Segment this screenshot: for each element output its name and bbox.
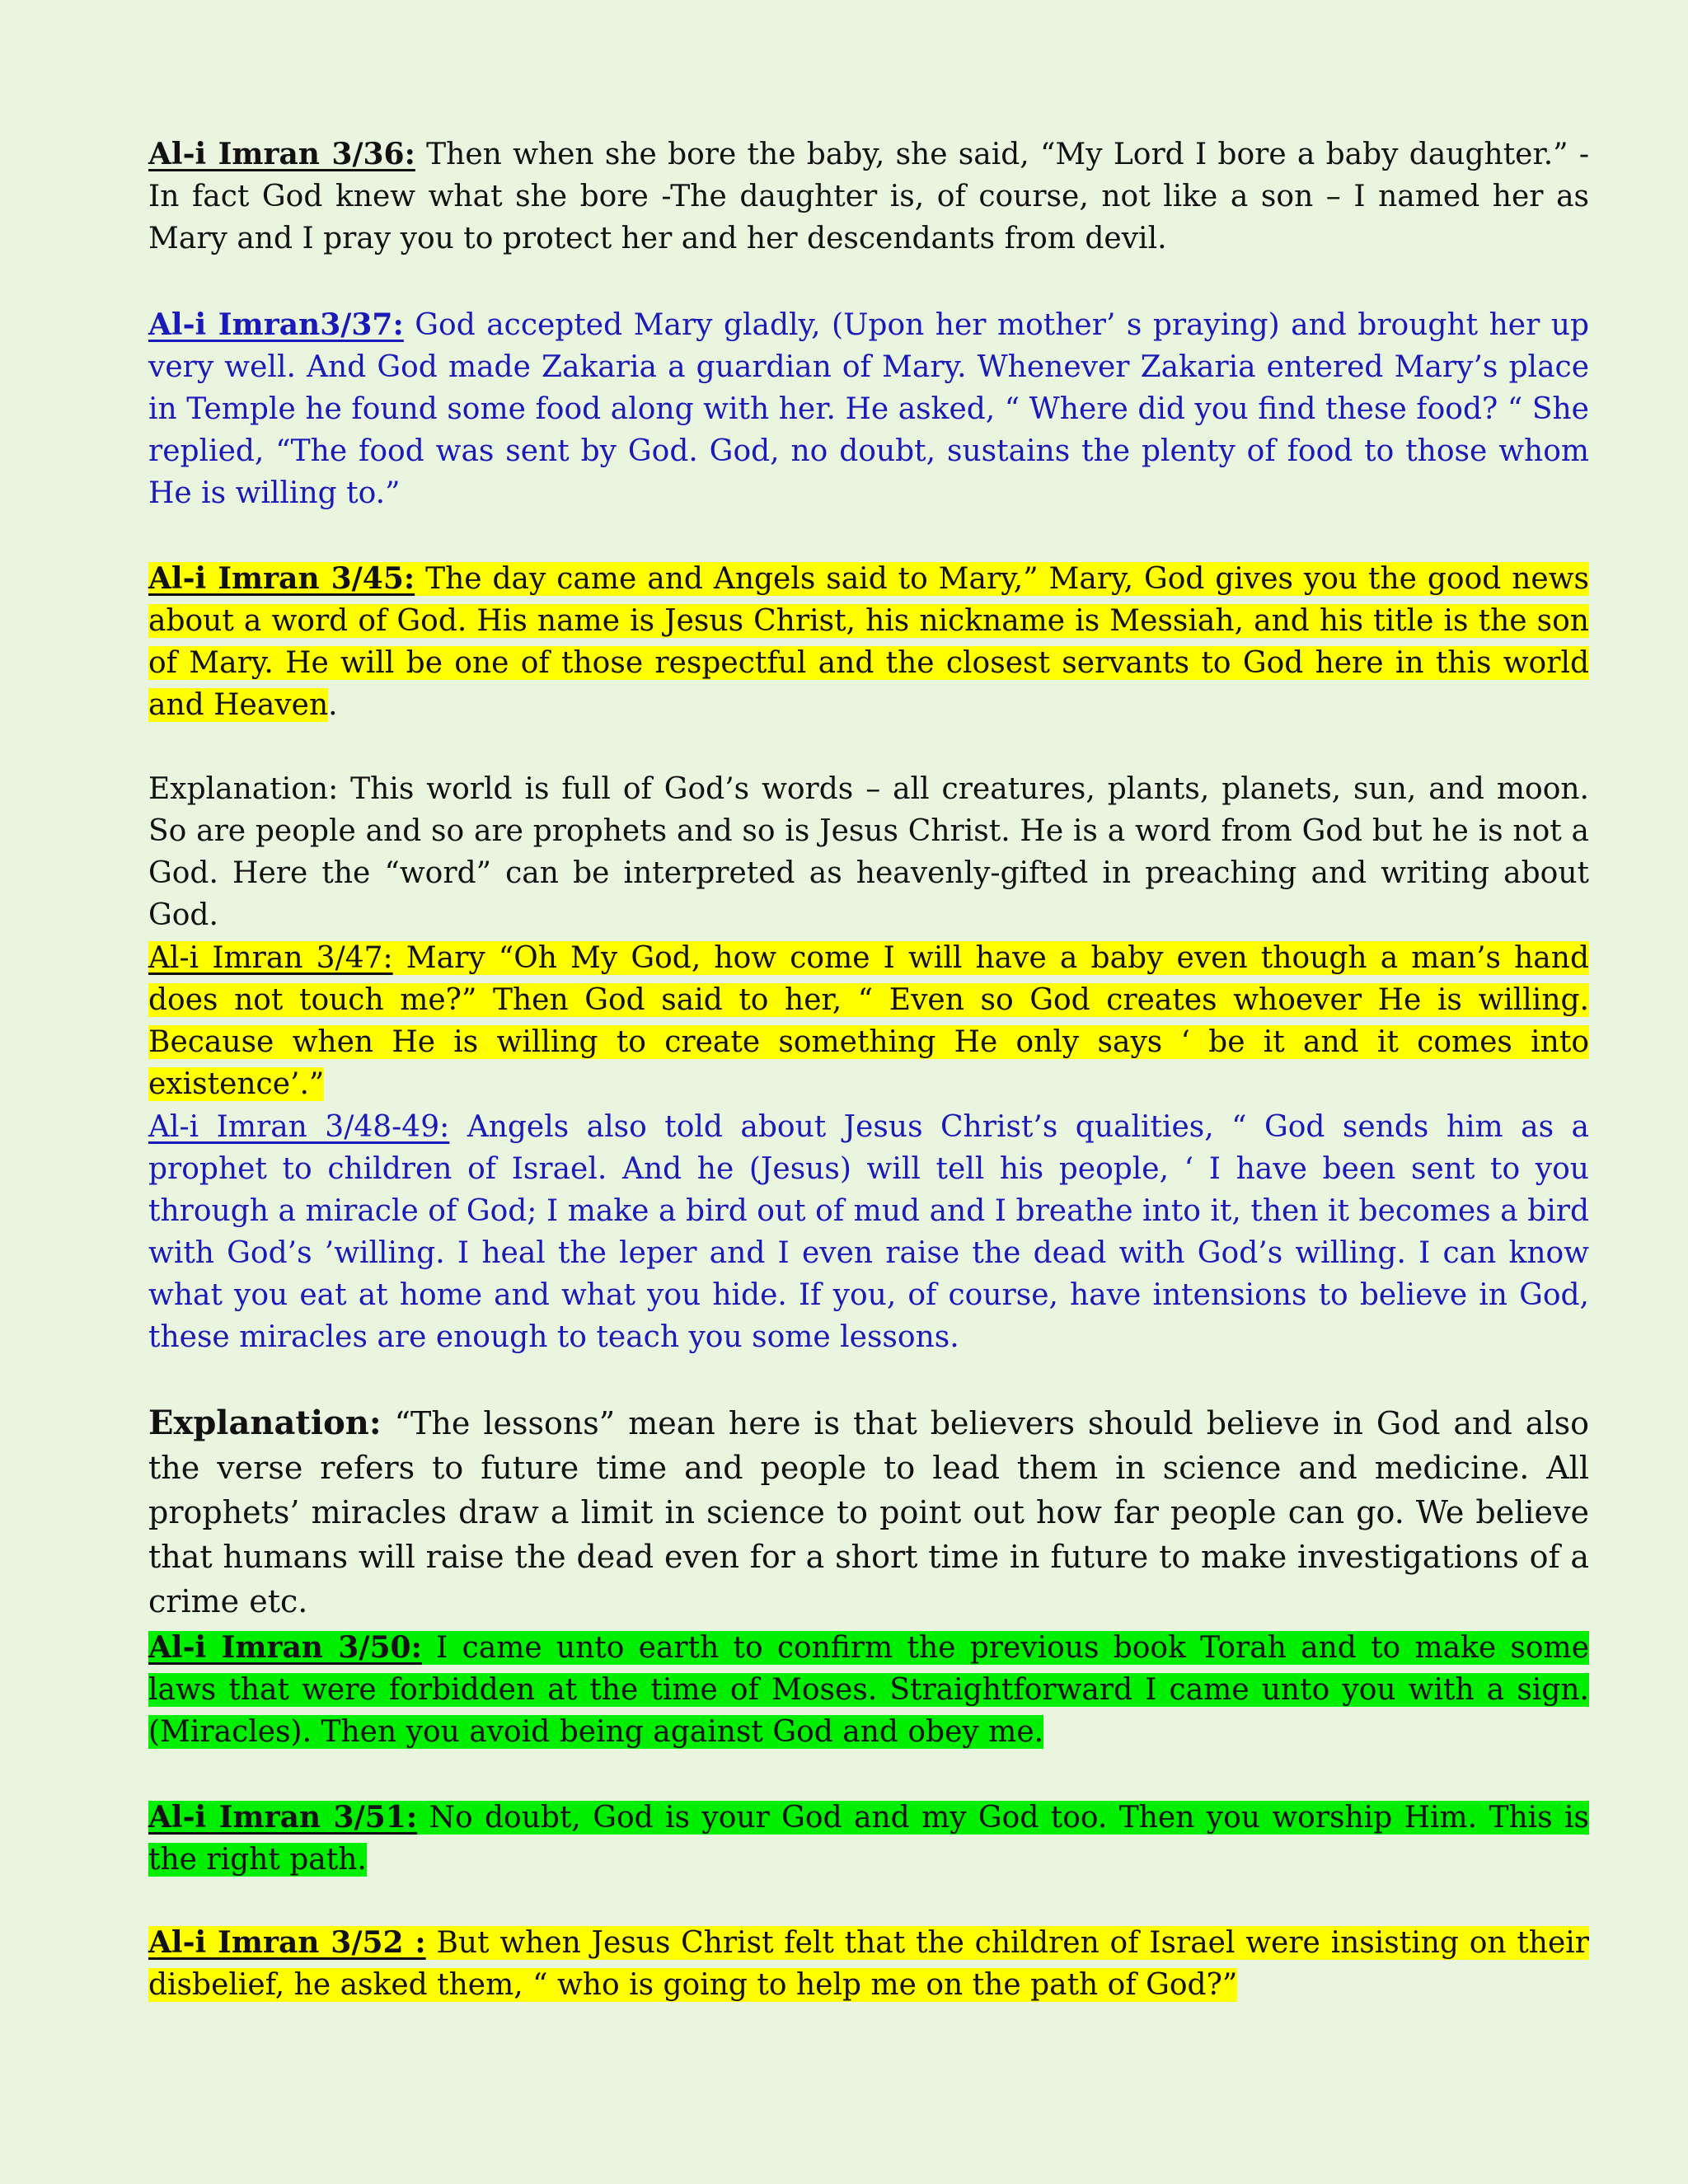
explanation-text: Explanation: This world is full of God’s words – all creatures, plants, planets, sun, and moon. So are people and so are prophets and so is Jesus Christ. He is a word from God but he is not a God. Here the “word” can be interpreted as heavenly-gifted in preaching and writing about God.	[148, 772, 1589, 932]
verse-3-37	[148, 304, 1589, 514]
highlight-yellow	[148, 1926, 1589, 2002]
verse-text: God accepted Mary gladly, (Upon her mother’ s praying) and brought her up very well. And God made Zakaria a guardian of Mary. Whenever Zakaria entered Mary’s place in Temple he found some food along with her. He asked, “ Where did you find these food? “ She replied, “The food was sent by God. God, no doubt, sustains the plenty of food to those whom He is willing to.”	[148, 308, 1589, 510]
verse-3-50	[148, 1627, 1589, 1753]
verse-3-36	[148, 134, 1589, 260]
verse-3-48-49	[148, 1106, 1589, 1358]
verse-tail: .	[328, 688, 338, 722]
verse-3-47	[148, 937, 1589, 1105]
verse-ref: Al-i Imran 3/47:	[148, 941, 393, 975]
verse-ref: Al-i Imran 3/52 :	[148, 1925, 426, 1960]
verse-3-45	[148, 558, 1589, 726]
highlight-yellow	[148, 941, 1589, 1101]
highlight-green	[148, 1631, 1589, 1749]
explanation-text: “The lessons” mean here is that believers should believe in God and also the verse refers to future time and people to lead them in science and medicine. All prophets’ miracles draw a limit in science to point out how far people can go. We believe that humans will raise the dead even for a short time in future to make investigations of a crime etc.	[148, 1405, 1589, 1619]
verse-ref: Al-i Imran 3/51:	[148, 1800, 418, 1835]
explanation-2	[148, 1401, 1589, 1624]
highlight-yellow	[148, 562, 1589, 722]
verse-ref: Al-i Imran 3/36:	[148, 137, 415, 171]
verse-text: But when Jesus Christ felt that the children of Israel were insisting on their disbelief, he asked them, “ who is going to help me on the path of God?”	[148, 1926, 1589, 2002]
verse-text: Mary “Oh My God, how come I will have a baby even though a man’s hand does not touch me?” Then God said to her, “ Even so God creates whoever He is willing. Because when He is willing to create something He only says ‘ be it and it comes into existence’.”	[148, 941, 1590, 1101]
verse-text: The day came and Angels said to Mary,” Mary, God gives you the good news about a word of God. His name is Jesus Christ, his nickname is Messiah, and his title is the son of Mary. He will be one of those respectful and the closest servants to God here in this world and Heaven	[148, 562, 1589, 722]
highlight-green	[148, 1801, 1589, 1877]
verse-ref: Al-i Imran3/37:	[148, 307, 404, 342]
verse-ref: Al-i Imran 3/48-49:	[148, 1110, 450, 1144]
verse-ref: Al-i Imran 3/50:	[148, 1630, 422, 1665]
explanation-lead: Explanation:	[148, 1404, 382, 1442]
verse-text: No doubt, God is your God and my God too. Then you worship Him. This is the right path.	[148, 1801, 1589, 1877]
verse-ref: Al-i Imran 3/45:	[148, 561, 415, 596]
verse-text: I came unto earth to confirm the previous book Torah and to make some laws that were forbidden at the time of Moses. Straightforward I came unto you with a sign. (Miracles). Then you avoid being against God and obey me.	[148, 1631, 1589, 1749]
verse-3-51	[148, 1797, 1589, 1881]
explanation-1	[148, 768, 1589, 936]
verse-text: Then when she bore the baby, she said, “My Lord I bore a baby daughter.” - In fact God knew what she bore -The daughter is, of course, not like a son – I named her as Mary and I pray you to protect her and her descendants from devil.	[148, 138, 1589, 255]
verse-3-52	[148, 1922, 1589, 2006]
verse-text: Angels also told about Jesus Christ’s qualities, “ God sends him as a prophet to children of Israel. And he (Jesus) will tell his people, ‘ I have been sent to you through a miracle of God; I make a bird out of mud and I breathe into it, then it becomes a bird with God’s ’willing. I heal the leper and I even raise the dead with God’s willing. I can know what you eat at home and what you hide. If you, of course, have intensions to believe in God, these miracles are enough to teach you some lessons.	[148, 1110, 1589, 1354]
